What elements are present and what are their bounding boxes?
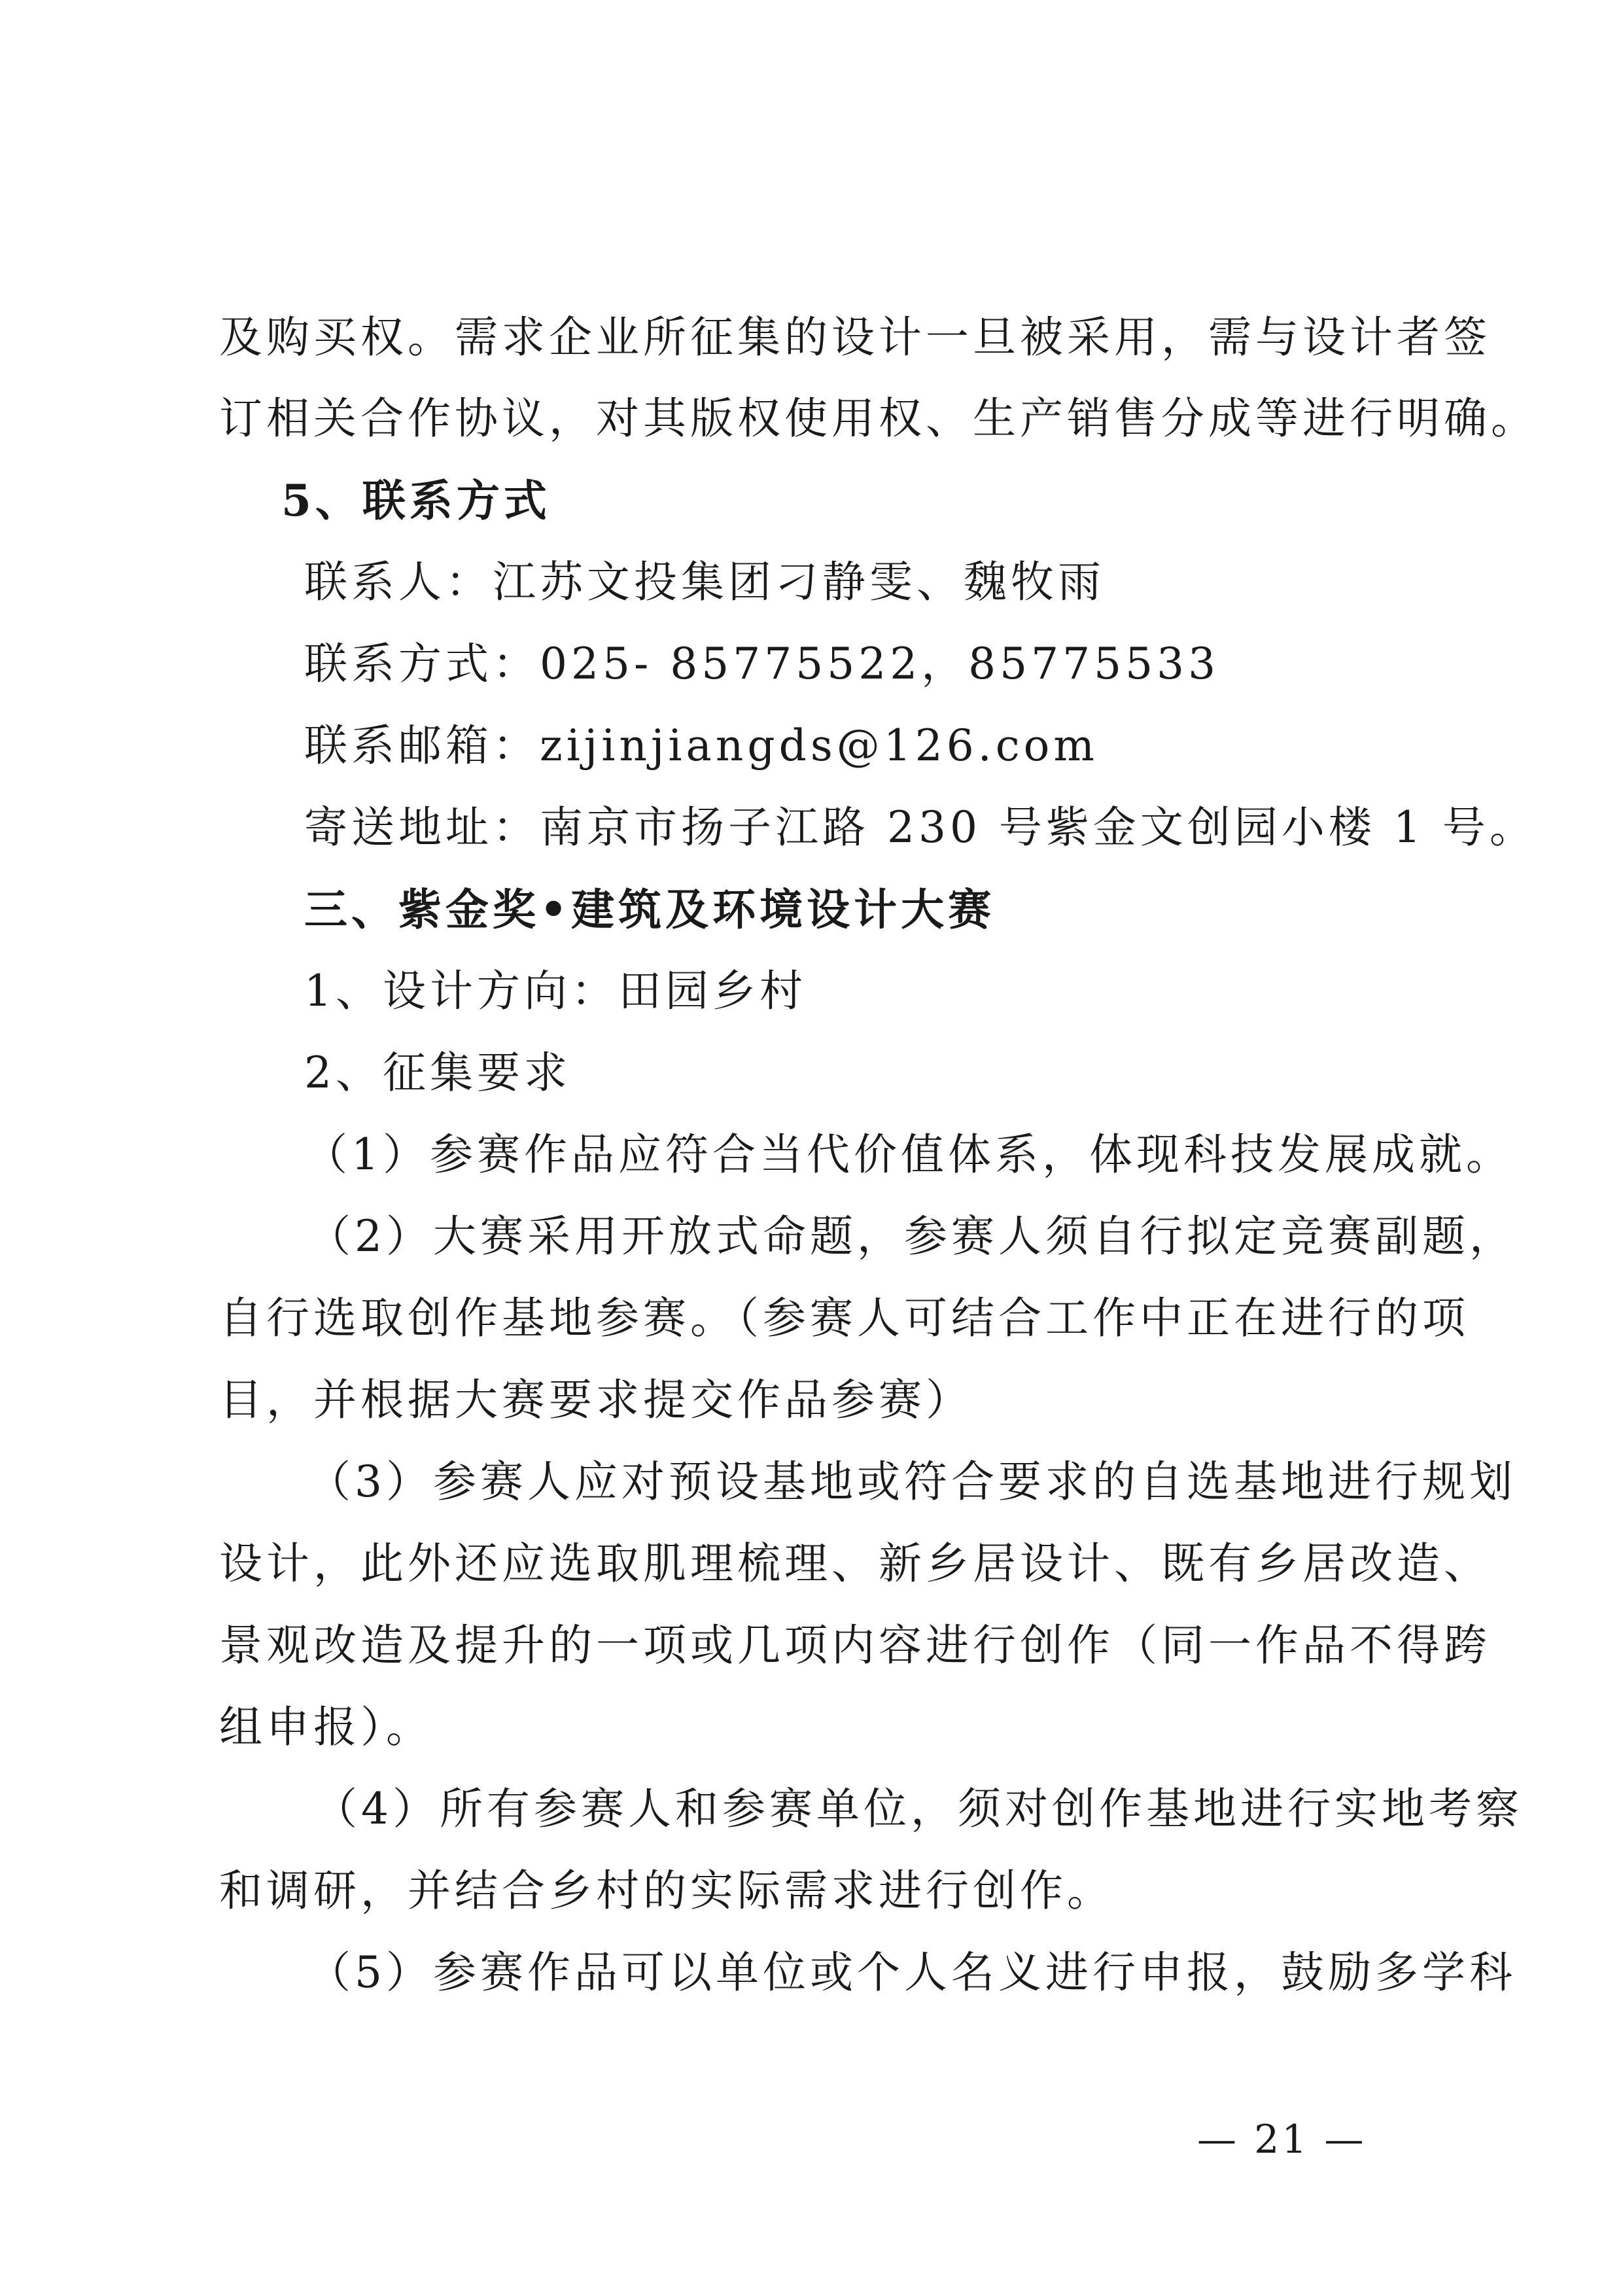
subsection-heading: 2、征集要求 [304, 1048, 571, 1098]
page-number: — 21 — [1197, 2117, 1367, 2163]
contact-email: 联系邮箱：zijinjiangds@126.com [304, 720, 1098, 771]
paragraph-line: （1）参赛作品应符合当代价值体系，体现科技发展成就。 [304, 1129, 1513, 1180]
paragraph-line: （4）所有参赛人和参赛单位，须对创作基地进行实地考察 [314, 1784, 1523, 1834]
paragraph-line: 目，并根据大赛要求提交作品参赛） [219, 1375, 973, 1425]
paragraph-line: 景观改造及提升的一项或几项内容进行创作（同一作品不得跨 [219, 1620, 1491, 1670]
subsection-heading: 1、设计方向：田园乡村 [304, 966, 807, 1016]
paragraph-line: 自行选取创作基地参赛。（参赛人可结合工作中正在进行的项 [219, 1293, 1469, 1343]
paragraph-line: 组申报）。 [219, 1702, 433, 1752]
paragraph-line: 订相关合作协议，对其版权使用权、生产销售分成等进行明确。 [219, 393, 1538, 444]
paragraph-line: （3）参赛人应对预设基地或符合要求的自选基地进行规划 [307, 1457, 1516, 1507]
paragraph-line: 设计，此外还应选取肌理梳理、新乡居设计、既有乡居改造、 [219, 1538, 1491, 1589]
contact-person: 联系人：江苏文投集团刁静雯、魏牧雨 [304, 557, 1105, 607]
section-heading: 5、联系方式 [281, 475, 551, 526]
paragraph-line: 和调研，并结合乡村的实际需求进行创作。 [219, 1865, 1114, 1916]
paragraph-line: 及购买权。需求企业所征集的设计一旦被采用，需与设计者签 [219, 312, 1491, 362]
section-heading: 三、紫金奖•建筑及环境设计大赛 [304, 884, 996, 935]
contact-phone: 联系方式：025- 85775522，85775533 [304, 639, 1220, 689]
paragraph-line: （5）参赛作品可以单位或个人名义进行申报，鼓励多学科 [307, 1947, 1516, 1998]
mailing-address: 寄送地址：南京市扬子江路 230 号紫金文创园小楼 1 号。 [304, 802, 1537, 853]
paragraph-line: （2）大赛采用开放式命题，参赛人须自行拟定竞赛副题， [307, 1211, 1516, 1262]
